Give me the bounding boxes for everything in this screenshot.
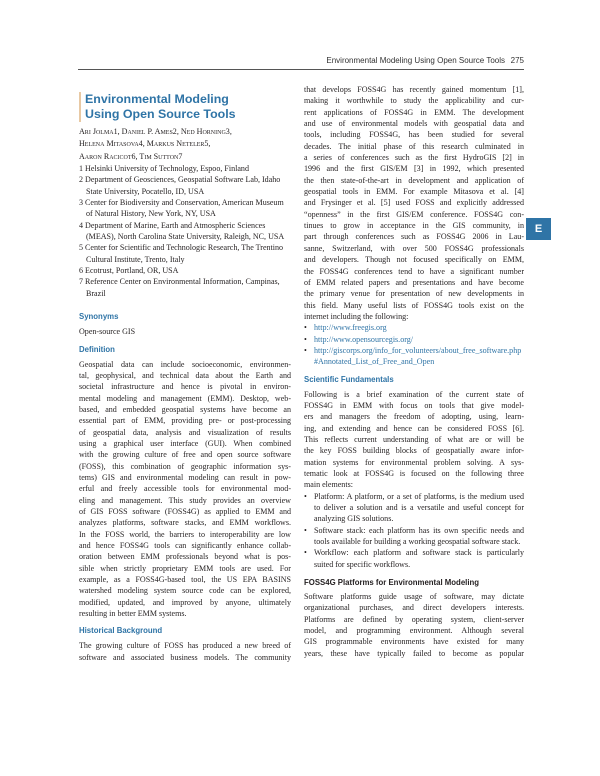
text-line: and hence FOSS4G tools can significantly enhance collab- <box>79 541 291 550</box>
text-line: geospatial tools in EMM. For example Mitasova et al. [4] <box>304 187 524 197</box>
text-line: oration between EMM professionals beyond what is pos- <box>79 552 291 562</box>
text-line: In the FOSS world, the barriers to interoperability are low <box>79 529 291 539</box>
element-list <box>304 491 524 570</box>
left-column <box>79 84 291 663</box>
text-line: modified, updated, and improved by anyone, ultimately <box>79 597 291 607</box>
text-line: internet including the following: <box>304 311 409 321</box>
definition-paragraph <box>79 359 291 620</box>
text-line: and use of environmental models with geospatial data and <box>304 119 524 129</box>
page-number: 275 <box>510 56 524 65</box>
entry-title-line: Using Open Source Tools <box>85 107 236 121</box>
text-line: the then state-of-the-art in development and application of <box>304 175 524 185</box>
text-line: Following is a brief examination of the current state of <box>304 389 524 399</box>
section-heading-synonyms: Synonyms <box>79 312 119 322</box>
affiliation: 3 Center for Biodiversity and Conservation, American Museum of Natural History, New York, NY, USA <box>79 198 284 219</box>
affiliation: 4 Department of Marine, Earth and Atmospheric Sciences (MEAS), North Carolina State University, Raleigh, NC, USA <box>79 220 285 242</box>
text-line: sible when strictly proprietary EMM tools are used. For <box>79 563 291 573</box>
text-line: of geospatial data, analysis and visualization of results <box>79 427 291 437</box>
list-item <box>304 334 524 345</box>
text-line: with the growing culture of free and open source software <box>79 450 291 460</box>
text-line: software and associated business models. The community <box>79 652 291 662</box>
section-heading-scientific-fundamentals: Scientific Fundamentals <box>304 374 394 384</box>
text-line: main elements: <box>304 480 353 490</box>
running-header <box>0 56 600 70</box>
text-line: the key FOSS building blocks of geospatially aware infor- <box>304 446 524 456</box>
text-line: the FOSS4G conferences tend to have a significant number <box>304 266 524 276</box>
text-line: Geospatial data can include socioeconomic, environmen- <box>79 359 291 369</box>
affiliation: 2 Department of Geosciences, Geospatial Software Lab, Idaho State University, Pocatello, ID, USA <box>79 175 281 196</box>
text-line: essential part of EMM, providing pre- or post-processing <box>79 416 291 426</box>
list-item: • Workflow: each platform and software stack is particularly suited for specific workflows. <box>304 547 524 570</box>
text-line: and Frysinger et al. [5] used FOSS and explicitly addressed <box>304 198 524 208</box>
external-link[interactable]: http://www.freegis.org <box>314 323 387 333</box>
subsection-heading-platforms: FOSS4G Platforms for Environmental Modeling <box>304 578 480 588</box>
text-line: the primary venue for presentation of new developments in <box>304 289 524 299</box>
thumb-index-tab: E <box>526 218 551 240</box>
author-line: Aaron Racicot6, Tim Sutton7 <box>79 151 183 161</box>
text-line: analyzes platforms, software stacks, and EMM workflows. <box>79 518 291 528</box>
scientific-paragraph <box>304 389 524 491</box>
text-line: and developers. Though not focused specifically on EMM, <box>304 255 524 265</box>
text-line: mental modeling and management (EMM). Desktop, web- <box>79 393 291 403</box>
text-line: part through conferences such as FOSS4G 2006 in Lau- <box>304 232 524 242</box>
text-line: using a graphical user interface (GUI). When combined <box>79 438 291 448</box>
affiliation: 7 Reference Center on Environmental Information, Campinas, Brazil <box>79 277 280 298</box>
text-line: decades. The initial phase of this research culminated in <box>304 141 524 151</box>
affiliation: 1 Helsinki University of Technology, Espoo, Finland <box>79 164 249 174</box>
text-line: societal infrastructure and hence is pivotal in environ- <box>79 382 291 392</box>
text-line: tools, including FOSS4G, has been studied for several <box>304 130 524 140</box>
external-link[interactable]: http://www.opensourcegis.org/ <box>314 334 414 344</box>
text-line: a series of conferences such as the first HydroGIS [2] in <box>304 153 524 163</box>
text-line: tal, geophysical, and technical data about the Earth and <box>79 370 291 380</box>
list-item <box>304 322 524 333</box>
text-line: that develops FOSS4G has recently gained momentum [1], <box>304 85 524 94</box>
text-line: of EMM related papers and presentations and have become <box>304 277 524 287</box>
text-line: years, these have typically failed to become as popular <box>304 648 524 658</box>
entry-title-line: Environmental Modeling <box>85 92 229 106</box>
text-line: tematic look at FOSS4G is focused on the following three <box>304 469 524 478</box>
text-line: sanne, Switzerland, with over 500 FOSS4G professionals <box>304 243 524 253</box>
text-line: ing, and extending and hence can be considered FOSS [6]. <box>304 423 524 433</box>
link-list <box>304 322 524 367</box>
text-line: rent applications of FOSS4G in EMM. The development <box>304 107 524 117</box>
platforms-paragraph <box>304 591 524 659</box>
author-list <box>79 126 291 162</box>
text-line: resulting in better EMM systems. <box>79 609 187 619</box>
text-line: Platforms are defined by operating system, client-server <box>304 614 524 624</box>
running-title: Environmental Modeling Using Open Source Tools <box>326 56 505 65</box>
text-line: GIS programmable environments have existed for many <box>304 637 524 647</box>
text-line: This reflects current understanding of what are or will be <box>304 434 524 444</box>
historical-continued-paragraph <box>304 84 524 322</box>
text-line: tinues to grow in acceptance in the GIS community, in <box>304 221 524 231</box>
author-line: Ari Jolma1, Daniel P. Ames2, Ned Horning3, <box>79 127 232 136</box>
list-item: • Platform: A platform, or a set of platforms, is the medium used to deliver a solution and is a versatile and useful concept for analyzing GIS solutions. <box>304 491 524 525</box>
author-line: Helena Mitasova4, Markus Neteler5, <box>79 139 211 149</box>
affiliation-list <box>79 163 291 299</box>
historical-paragraph <box>79 640 291 663</box>
entry-title <box>79 92 291 122</box>
text-line: erful and freely accessible tools for environmental mod- <box>79 484 291 494</box>
text-line: making it worthwhile to study the applicability and cur- <box>304 96 524 106</box>
external-link[interactable]: http://giscorps.org/info_for_volunteers/about_free_software.php#Annotated_List_of_Free_and_Open <box>314 345 522 367</box>
text-line: (FOSS), this combination of geographic information sys- <box>79 461 291 471</box>
text-line: example, as a FOSS4G-based tool, the US EPA BASINS <box>79 575 291 585</box>
text-line: tems) GIS and environmental modeling can result in pow- <box>79 472 291 482</box>
list-item <box>304 345 524 368</box>
section-heading-definition: Definition <box>79 344 115 354</box>
right-column <box>304 84 524 659</box>
text-line: model, and programming environment. Although several <box>304 626 524 636</box>
affiliation: 6 Ecotrust, Portland, OR, USA <box>79 266 179 276</box>
text-line: FOSS4G in EMM with focus on tools that give model- <box>304 400 524 410</box>
text-line: this field. Many useful lists of FOSS4G tools exist on the <box>304 300 524 310</box>
text-line: of GIS FOSS software (FOSS4G) as applied to EMM and <box>79 506 291 516</box>
section-heading-historical-background: Historical Background <box>79 626 163 636</box>
text-line: Software platforms guide usage of software, may dictate <box>304 592 524 602</box>
text-line: organizational purchases, and direct developers interests. <box>304 603 524 613</box>
text-line: mation systems for environmental problem solving. A sys- <box>304 457 524 467</box>
text-line: based, and embedded geospatial systems have become an <box>79 404 291 414</box>
text-line: 1996 and the first GIS/EM [3] in 1992, which presented <box>304 164 524 174</box>
text-line: ers and managers the freedom of adopting, using, learn- <box>304 412 524 422</box>
affiliation: 5 Center for Scientific and Technologic Research, The Trentino Cultural Institute, Trento, Italy <box>79 243 284 264</box>
list-item: • Software stack: each platform has its own specific needs and tools available for building a working geospatial software stack. <box>304 525 524 548</box>
header-rule <box>78 69 524 70</box>
text-line: eling and management. This study provides an overview <box>79 495 291 505</box>
synonyms-text: Open-source GIS <box>79 327 136 337</box>
text-line: “openness” in the first GIS/EM conference. FOSS4G con- <box>304 209 524 219</box>
text-line: watershed modeling system source code can be explored, <box>79 586 291 596</box>
text-line: The growing culture of FOSS has produced a new breed of <box>79 641 291 651</box>
